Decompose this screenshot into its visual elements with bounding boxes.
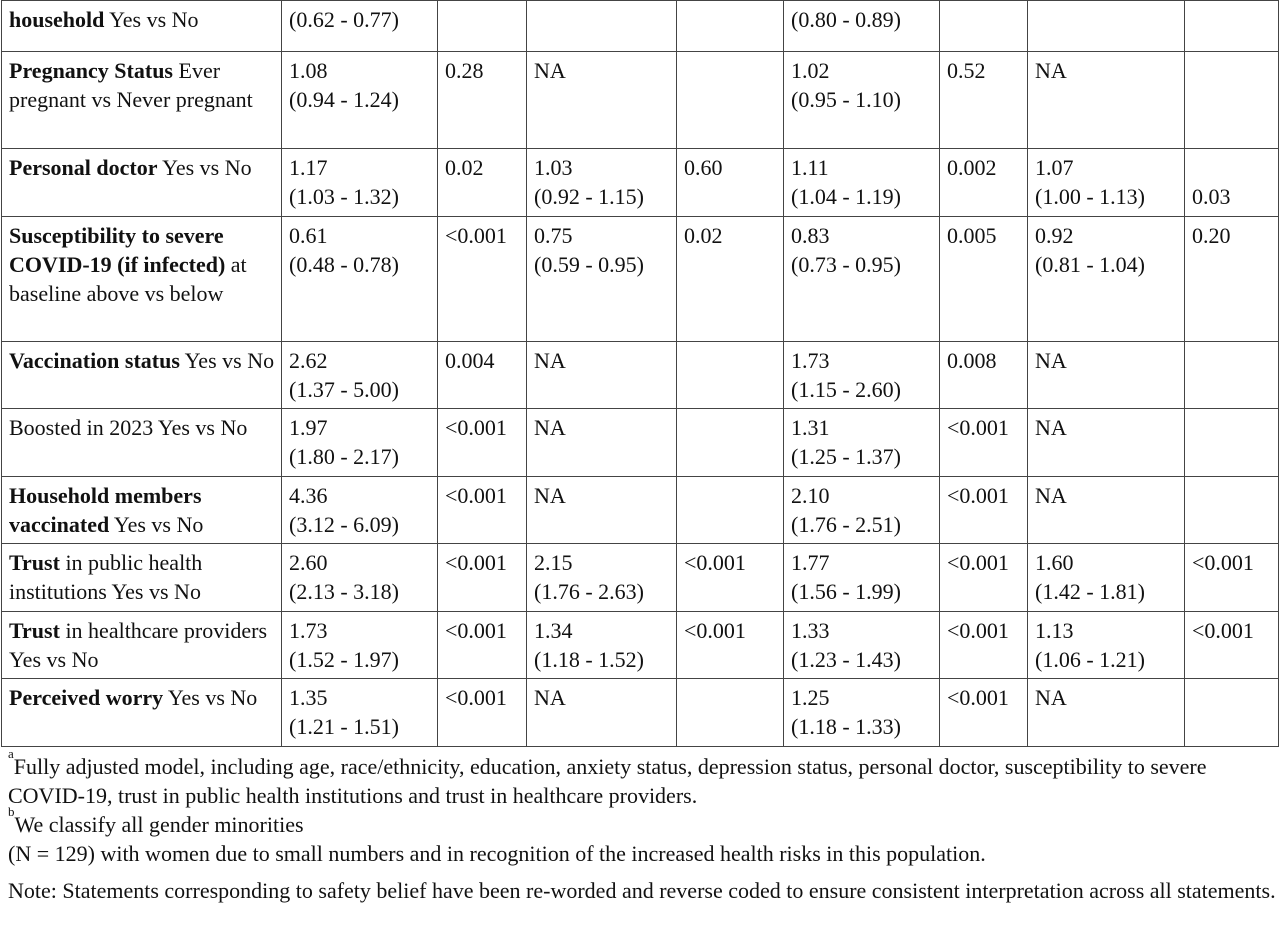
odds-ratio: 1.34 xyxy=(534,618,573,643)
p-value-cell-c: <0.001 xyxy=(940,679,1028,747)
estimate-cell-b xyxy=(527,1,677,52)
note-text: Note: Statements corresponding to safety belief have been re-worded and reverse coded to ensure consistent interpretation across all statements. xyxy=(8,878,1276,903)
table-row xyxy=(2,544,1279,612)
estimate-cell-b xyxy=(527,409,677,477)
p-value-cell-c: 0.005 xyxy=(940,217,1028,342)
confidence-interval: (1.03 - 1.32) xyxy=(289,184,399,209)
row-label-bold: Susceptibility to severe COVID-19 (if infected) xyxy=(9,223,226,277)
estimate-cell-d xyxy=(1028,1,1185,52)
odds-ratio: 1.02 xyxy=(791,58,830,83)
footnote-b-text: We classify all gender minorities xyxy=(14,812,304,837)
estimate-cell-d xyxy=(1028,477,1185,544)
confidence-interval: (1.25 - 1.37) xyxy=(791,444,901,469)
p-value-cell-d xyxy=(1185,679,1279,747)
confidence-interval: (2.13 - 3.18) xyxy=(289,579,399,604)
p-value-cell-a: <0.001 xyxy=(438,679,527,747)
estimate-cell-b xyxy=(527,217,677,342)
estimate-cell-a xyxy=(282,679,438,747)
estimate-cell-b xyxy=(527,544,677,612)
p-value-cell-c: 0.008 xyxy=(940,342,1028,409)
odds-ratio: 0.75 xyxy=(534,223,573,248)
row-label-bold: household xyxy=(9,7,105,32)
estimate-cell-d xyxy=(1028,544,1185,612)
row-label xyxy=(2,409,282,477)
p-value-cell-d xyxy=(1185,52,1279,149)
p-value-cell-c: <0.001 xyxy=(940,477,1028,544)
confidence-interval: (0.81 - 1.04) xyxy=(1035,252,1145,277)
p-value-cell-c: <0.001 xyxy=(940,409,1028,477)
odds-ratio: 4.36 xyxy=(289,483,328,508)
p-value-cell-a: 0.004 xyxy=(438,342,527,409)
footnote-b xyxy=(8,803,1276,868)
confidence-interval: (1.56 - 1.99) xyxy=(791,579,901,604)
odds-ratio: 1.33 xyxy=(791,618,830,643)
odds-ratio: 1.60 xyxy=(1035,550,1074,575)
table-row xyxy=(2,409,1279,477)
p-value-cell-a: <0.001 xyxy=(438,217,527,342)
row-label xyxy=(2,217,282,342)
odds-ratio: 1.07 xyxy=(1035,155,1074,180)
row-label-text: in public health institutions Yes vs No xyxy=(9,550,203,604)
confidence-interval: (0.73 - 0.95) xyxy=(791,252,901,277)
row-label xyxy=(2,477,282,544)
confidence-interval: (1.06 - 1.21) xyxy=(1035,647,1145,672)
odds-ratio: 1.73 xyxy=(289,618,328,643)
odds-ratio: NA xyxy=(534,58,566,83)
p-value-cell-d xyxy=(1185,1,1279,52)
odds-ratio: 1.77 xyxy=(791,550,830,575)
row-label-text: Yes vs No xyxy=(179,348,275,373)
confidence-interval: (1.15 - 2.60) xyxy=(791,377,901,402)
footnote-b-marker: b xyxy=(8,803,15,819)
p-value-cell-a: 0.28 xyxy=(438,52,527,149)
table-row xyxy=(2,612,1279,679)
confidence-interval: (0.92 - 1.15) xyxy=(534,184,644,209)
odds-ratio: 1.25 xyxy=(791,685,830,710)
row-label xyxy=(2,52,282,149)
p-value-cell-a: <0.001 xyxy=(438,612,527,679)
row-label-text: Yes vs No xyxy=(163,685,258,710)
estimate-cell-c xyxy=(784,342,940,409)
odds-ratio: NA xyxy=(534,348,566,373)
estimate-cell-b xyxy=(527,477,677,544)
confidence-interval: (1.76 - 2.63) xyxy=(534,579,644,604)
odds-ratio: NA xyxy=(1035,58,1067,83)
row-label-text: in healthcare providers Yes vs No xyxy=(9,618,268,672)
odds-ratio: 1.17 xyxy=(289,155,328,180)
p-value-cell-a: <0.001 xyxy=(438,544,527,612)
estimate-cell-b xyxy=(527,679,677,747)
row-label xyxy=(2,342,282,409)
p-value-cell-d: <0.001 xyxy=(1185,544,1279,612)
confidence-interval: (0.59 - 0.95) xyxy=(534,252,644,277)
table-row xyxy=(2,679,1279,747)
estimate-cell-a xyxy=(282,1,438,52)
p-value-cell-c: 0.002 xyxy=(940,149,1028,217)
confidence-interval: (1.00 - 1.13) xyxy=(1035,184,1145,209)
confidence-interval: (1.18 - 1.33) xyxy=(791,714,901,739)
estimate-cell-b xyxy=(527,612,677,679)
confidence-interval: (1.21 - 1.51) xyxy=(289,714,399,739)
estimate-cell-a xyxy=(282,217,438,342)
row-label xyxy=(2,544,282,612)
confidence-interval: (1.42 - 1.81) xyxy=(1035,579,1145,604)
estimate-cell-a xyxy=(282,477,438,544)
p-value-cell-b: <0.001 xyxy=(677,544,784,612)
confidence-interval: (1.37 - 5.00) xyxy=(289,377,399,402)
odds-ratio: 0.83 xyxy=(791,223,830,248)
row-label xyxy=(2,1,282,52)
table-row xyxy=(2,217,1279,342)
note xyxy=(8,876,1276,905)
p-value-cell-c xyxy=(940,1,1028,52)
odds-ratio: NA xyxy=(534,483,566,508)
row-label-text: at baseline above vs below xyxy=(9,252,247,306)
odds-ratio: NA xyxy=(534,415,566,440)
confidence-interval: (0.94 - 1.24) xyxy=(289,87,399,112)
p-value-cell-c: <0.001 xyxy=(940,544,1028,612)
p-value-cell-d: 0.03 xyxy=(1185,149,1279,217)
table-row xyxy=(2,52,1279,149)
table-row xyxy=(2,342,1279,409)
table-row xyxy=(2,477,1279,544)
row-label-text: Yes vs No xyxy=(109,512,204,537)
row-label-bold: Trust xyxy=(9,618,60,643)
row-label-text: Yes vs No xyxy=(104,7,199,32)
estimate-cell-c xyxy=(784,217,940,342)
estimate-cell-b xyxy=(527,149,677,217)
odds-ratio: 2.10 xyxy=(791,483,830,508)
estimate-cell-d xyxy=(1028,217,1185,342)
p-value-cell-d: <0.001 xyxy=(1185,612,1279,679)
odds-ratio: 0.92 xyxy=(1035,223,1074,248)
footnote-b-text-continued: (N = 129) with women due to small numbers and in recognition of the increased health risks in this population. xyxy=(8,841,986,866)
results-table xyxy=(1,0,1279,747)
table-row xyxy=(2,149,1279,217)
confidence-interval: (1.23 - 1.43) xyxy=(791,647,901,672)
odds-ratio: 1.13 xyxy=(1035,618,1074,643)
p-value-cell-c: <0.001 xyxy=(940,612,1028,679)
confidence-interval: (1.18 - 1.52) xyxy=(534,647,644,672)
confidence-interval: (0.48 - 0.78) xyxy=(289,252,399,277)
confidence-interval: (0.95 - 1.10) xyxy=(791,87,901,112)
odds-ratio: 2.60 xyxy=(289,550,328,575)
odds-ratio: 0.61 xyxy=(289,223,328,248)
estimate-cell-b xyxy=(527,52,677,149)
estimate-cell-a xyxy=(282,544,438,612)
footnote-a-text: Fully adjusted model, including age, race/ethnicity, education, anxiety status, depression status, personal doctor, susceptibility to severe COVID-19, trust in public health institutions and trust in healthcare providers. xyxy=(8,754,1207,808)
odds-ratio: 1.31 xyxy=(791,415,830,440)
odds-ratio: 2.62 xyxy=(289,348,328,373)
estimate-cell-d xyxy=(1028,612,1185,679)
estimate-cell-d xyxy=(1028,342,1185,409)
confidence-interval: (1.04 - 1.19) xyxy=(791,184,901,209)
footnote-a xyxy=(8,745,1276,810)
row-label xyxy=(2,612,282,679)
row-label-text: Ever pregnant vs Never pregnant xyxy=(9,58,253,112)
footnote-a-marker: a xyxy=(8,745,14,761)
p-value-cell-a: <0.001 xyxy=(438,477,527,544)
confidence-interval: (0.80 - 0.89) xyxy=(791,7,901,32)
confidence-interval: (1.80 - 2.17) xyxy=(289,444,399,469)
p-value-cell-b xyxy=(677,1,784,52)
estimate-cell-c xyxy=(784,409,940,477)
odds-ratio: 1.35 xyxy=(289,685,328,710)
estimate-cell-c xyxy=(784,1,940,52)
odds-ratio: 1.03 xyxy=(534,155,573,180)
confidence-interval: (1.76 - 2.51) xyxy=(791,512,901,537)
estimate-cell-d xyxy=(1028,679,1185,747)
p-value-cell-a: <0.001 xyxy=(438,409,527,477)
estimate-cell-a xyxy=(282,612,438,679)
p-value-cell-b xyxy=(677,477,784,544)
odds-ratio: NA xyxy=(534,685,566,710)
p-value-cell-b: 0.02 xyxy=(677,217,784,342)
p-value-cell-b xyxy=(677,342,784,409)
estimate-cell-d xyxy=(1028,149,1185,217)
odds-ratio: 1.97 xyxy=(289,415,328,440)
estimate-cell-b xyxy=(527,342,677,409)
p-value-cell-d xyxy=(1185,409,1279,477)
estimate-cell-c xyxy=(784,679,940,747)
p-value-cell-d xyxy=(1185,477,1279,544)
odds-ratio: NA xyxy=(1035,348,1067,373)
row-label-bold: Vaccination status xyxy=(9,348,180,373)
estimate-cell-a xyxy=(282,149,438,217)
p-value-cell-b xyxy=(677,679,784,747)
confidence-interval: (0.62 - 0.77) xyxy=(289,7,399,32)
p-value-cell-c: 0.52 xyxy=(940,52,1028,149)
p-value-cell-a xyxy=(438,1,527,52)
p-value-cell-a: 0.02 xyxy=(438,149,527,217)
estimate-cell-c xyxy=(784,612,940,679)
row-label-text: Yes vs No xyxy=(157,155,252,180)
confidence-interval: (1.52 - 1.97) xyxy=(289,647,399,672)
row-label-bold: Perceived worry xyxy=(9,685,164,710)
odds-ratio: 1.11 xyxy=(791,155,829,180)
p-value-cell-b xyxy=(677,52,784,149)
p-value-cell-d xyxy=(1185,342,1279,409)
table-body xyxy=(2,1,1279,747)
row-label-bold: Household members vaccinated xyxy=(9,483,202,537)
p-value-cell-b: 0.60 xyxy=(677,149,784,217)
odds-ratio: NA xyxy=(1035,685,1067,710)
row-label-bold: Trust xyxy=(9,550,60,575)
estimate-cell-d xyxy=(1028,52,1185,149)
row-label xyxy=(2,149,282,217)
row-label-bold: Pregnancy Status xyxy=(9,58,173,83)
odds-ratio: NA xyxy=(1035,483,1067,508)
table-row xyxy=(2,1,1279,52)
estimate-cell-d xyxy=(1028,409,1185,477)
estimate-cell-c xyxy=(784,477,940,544)
estimate-cell-c xyxy=(784,52,940,149)
estimate-cell-a xyxy=(282,342,438,409)
estimate-cell-c xyxy=(784,149,940,217)
p-value-cell-b: <0.001 xyxy=(677,612,784,679)
row-label-text: Boosted in 2023 Yes vs No xyxy=(9,415,248,440)
row-label xyxy=(2,679,282,747)
estimate-cell-a xyxy=(282,409,438,477)
estimate-cell-c xyxy=(784,544,940,612)
p-value-cell-d: 0.20 xyxy=(1185,217,1279,342)
odds-ratio: 1.08 xyxy=(289,58,328,83)
odds-ratio: NA xyxy=(1035,415,1067,440)
odds-ratio: 2.15 xyxy=(534,550,573,575)
odds-ratio: 1.73 xyxy=(791,348,830,373)
estimate-cell-a xyxy=(282,52,438,149)
p-value-cell-b xyxy=(677,409,784,477)
row-label-bold: Personal doctor xyxy=(9,155,158,180)
confidence-interval: (3.12 - 6.09) xyxy=(289,512,399,537)
